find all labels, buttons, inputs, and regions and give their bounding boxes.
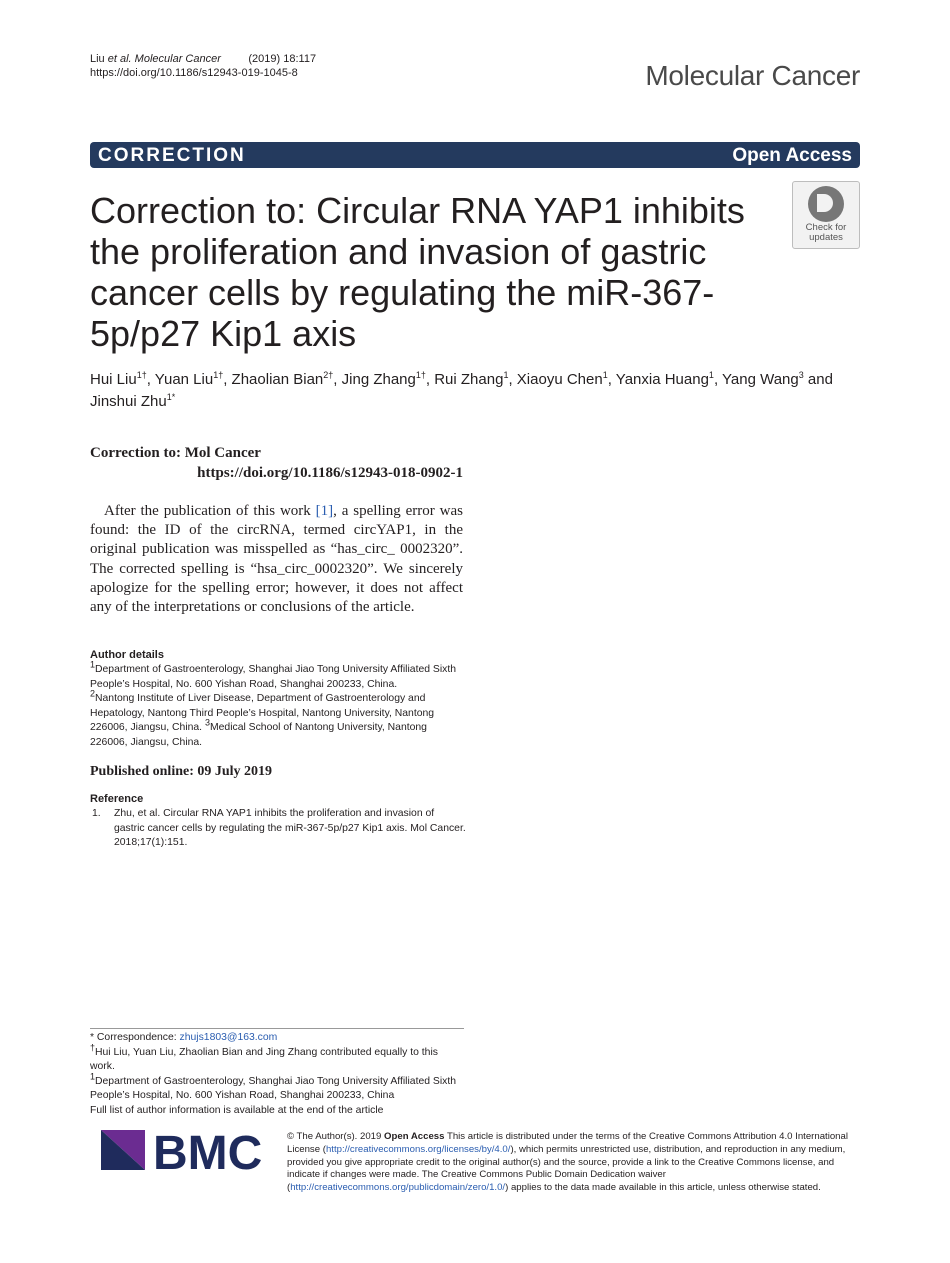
- author-name: Xiaoyu Chen: [516, 371, 603, 388]
- license-statement: [287, 1131, 862, 1195]
- correspondence-label: * Correspondence:: [90, 1032, 180, 1043]
- bmc-logo-text: BMC: [153, 1127, 263, 1174]
- affiliation-mark: 2: [90, 688, 96, 699]
- open-access-bold: Open Access: [384, 1131, 445, 1142]
- author-affiliation-mark: 1: [602, 370, 608, 380]
- author-affiliation-mark: 1: [503, 370, 509, 380]
- license-text: This article is distributed under the terms of the Creative Commons Attribution 4.0 International License (: [287, 1131, 848, 1155]
- affiliation-text: Department of Gastroenterology, Shanghai Jiao Tong University Affiliated Sixth People’s Hospital, No. 600 Yishan Road, Shanghai 200233, China.: [90, 664, 457, 690]
- original-article-doi[interactable]: https://doi.org/10.1186/s12943-018-0902-1: [197, 465, 463, 481]
- author-details: [90, 659, 465, 750]
- license-url[interactable]: http://creativecommons.org/licenses/by/4.0/: [325, 1143, 511, 1155]
- license-text: ) applies to the data made available in this article, unless otherwise stated.: [505, 1182, 821, 1194]
- header-et-al: et al.: [107, 53, 132, 65]
- article-type-label: CORRECTION: [98, 145, 246, 166]
- author-name: Yuan Liu: [154, 371, 214, 388]
- citation-link[interactable]: [1]: [315, 503, 334, 519]
- check-for-updates-badge[interactable]: [792, 181, 860, 249]
- license-text: ), which permits unrestricted use, distribution, and reproduction in any medium, provided you give appropriate credit to the original author(s) and the source, provide a link to the Creative Commons license, and indicate if changes were made. The Creative Commons Public Domain Dedication waiver (: [287, 1143, 846, 1194]
- affiliation-text: Nantong Institute of Liver Disease, Department of Gastroenterology and Hepatology, Nantong Third People’s Hospital, Nantong University, Nantong 226006, Jiangsu, China.: [90, 693, 435, 733]
- reference-number: 1.: [92, 808, 101, 819]
- running-header-citation: [90, 52, 316, 80]
- author-affiliation-mark: 1: [708, 370, 714, 380]
- body-text: , a spelling error was found: the ID of the circRNA, termed circYAP1, in the original publication was misspelled as “has_circ_ 0002320”. The corrected spelling is “hsa_circ_0002320”. We sincerely apologize for the spelling error; however, it does not affect any of the interpretations or conclusions of the article.: [90, 503, 463, 616]
- reference-heading: Reference: [90, 793, 144, 805]
- footnote-affiliation: Department of Gastroenterology, Shanghai Jiao Tong University Affiliated Sixth People’s Hospital, No. 600 Yishan Road, Shanghai 200233, China: [90, 1075, 457, 1101]
- affiliation-mark: 1: [90, 1071, 96, 1082]
- equal-contribution-mark: †: [90, 1042, 96, 1053]
- affiliation-text: Medical School of Nantong University, Nantong 226006, Jiangsu, China.: [90, 722, 427, 748]
- article-title: Correction to: Circular RNA YAP1 inhibits the proliferation and invasion of gastric cancer cells by regulating the miR-367-5p/p27 Kip1 axis: [90, 190, 745, 354]
- header-doi[interactable]: https://doi.org/10.1186/s12943-019-1045-8: [90, 67, 298, 79]
- bmc-logo: [101, 1126, 267, 1174]
- author-details-heading: Author details: [90, 649, 164, 661]
- waiver-url[interactable]: http://creativecommons.org/publicdomain/zero/1.0/: [290, 1182, 506, 1194]
- author-and: and: [807, 371, 833, 388]
- author-affiliation-mark: 2†: [323, 370, 334, 380]
- author-name: Yanxia Huang: [615, 371, 709, 388]
- footnote-divider: [90, 1028, 464, 1029]
- full-list-note: Full list of author information is available at the end of the article: [90, 1104, 384, 1116]
- author-affiliation-mark: 1†: [213, 370, 224, 380]
- open-access-label: Open Access: [732, 145, 852, 166]
- author-name: Jing Zhang: [341, 371, 416, 388]
- author-name: Zhaolian Bian: [231, 371, 324, 388]
- equal-contribution-note: Hui Liu, Yuan Liu, Zhaolian Bian and Jing Zhang contributed equally to this work.: [90, 1046, 438, 1072]
- author-name: Yang Wang: [722, 371, 799, 388]
- journal-name: Molecular Cancer: [645, 60, 860, 91]
- body-paragraph: [90, 502, 463, 617]
- badge-line-2: updates: [809, 232, 843, 243]
- correction-to-label: Correction to: Mol Cancer: [90, 445, 261, 461]
- author-affiliation-mark: 1*: [166, 392, 176, 402]
- affiliation-mark: 1: [90, 659, 96, 670]
- header-volume: (2019) 18:117: [248, 53, 317, 65]
- correspondence-email[interactable]: zhujs1803@163.com: [179, 1032, 278, 1043]
- article-type-banner: [90, 142, 860, 168]
- published-online-date: Published online: 09 July 2019: [90, 764, 273, 779]
- header-author: Liu: [90, 53, 105, 65]
- author-affiliation-mark: 1†: [415, 370, 426, 380]
- affiliation-mark: 3: [204, 717, 210, 728]
- author-name: Jinshui Zhu: [90, 393, 167, 410]
- license-text: © The Author(s). 2019: [287, 1131, 385, 1142]
- author-name: Rui Zhang: [434, 371, 504, 388]
- author-list: Hui Liu$^{1\dagger}$, Yuan Liu$^{1\dagger}$, Zhaolian Bian$^{2\dagger}$, Jing Zhang$^{1\dagger}$, Rui Zhang$^1$, Xiaoyu Chen$^1$, Yanxia Huang$^1$, Yang Wang$^3$ and Jinshui Zhu$^{1*}$: [90, 370, 833, 410]
- footnotes: [90, 1031, 465, 1118]
- author-affiliation-mark: 3: [798, 370, 804, 380]
- header-journal: Molecular Cancer: [134, 53, 221, 65]
- author-affiliation-mark: 1†: [136, 370, 147, 380]
- crossmark-icon: [808, 186, 844, 222]
- author-name: Hui Liu: [90, 371, 137, 388]
- badge-line-1: Check for: [805, 222, 847, 233]
- body-text: After the publication of this work: [104, 503, 316, 519]
- reference-text: Zhu, et al. Circular RNA YAP1 inhibits the proliferation and invasion of gastric cancer cells by regulating the miR-367-5p/p27 Kip1 axis. Mol Cancer. 2018;17(1):151.: [114, 808, 466, 848]
